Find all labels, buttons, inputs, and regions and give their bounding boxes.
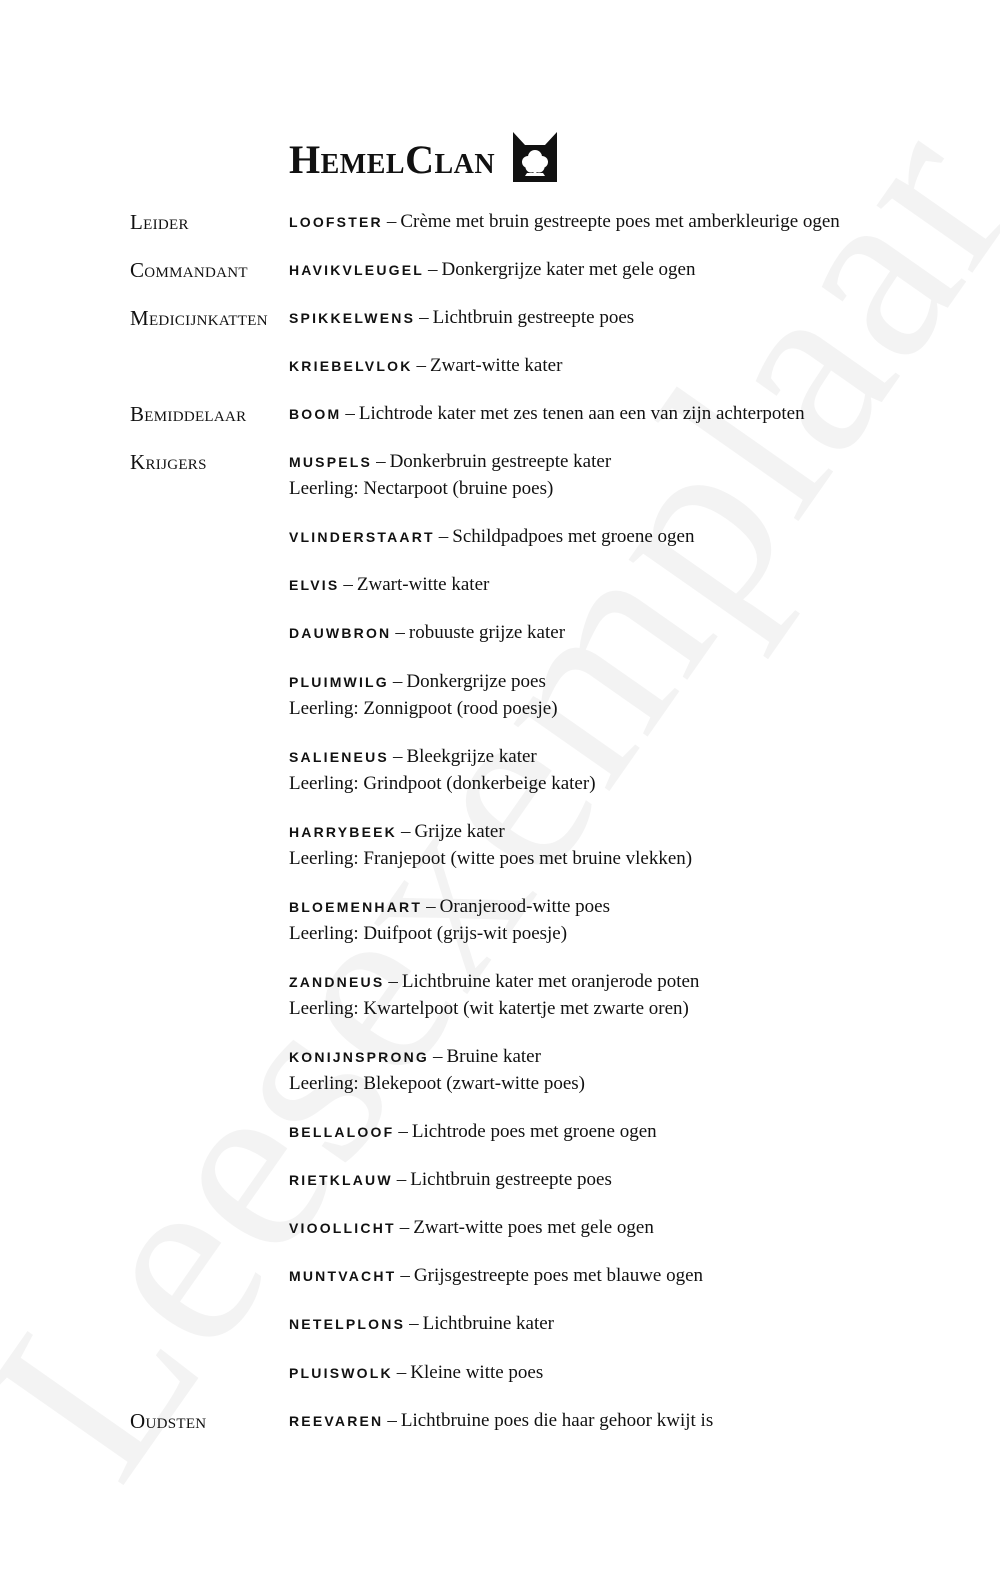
separator-dash: –	[416, 355, 426, 376]
cat-line	[289, 1168, 612, 1192]
separator-dash: –	[396, 1169, 407, 1190]
apprentice-line: Leerling: Nectarpoot (bruine poes)	[289, 478, 554, 499]
apprentice-line: Leerling: Franjepoot (witte poes met bruine vlekken)	[289, 848, 693, 869]
separator-dash: –	[438, 526, 449, 547]
separator-dash: –	[386, 211, 397, 232]
cat-line	[289, 670, 546, 694]
watermark	[0, 73, 1000, 1526]
cat-name: REEVAREN	[289, 1413, 384, 1429]
cat-name: PLUIMWILG	[289, 674, 389, 690]
cat-name: VLINDERSTAART	[289, 529, 435, 545]
page-header	[289, 132, 559, 180]
separator-dash: –	[432, 1046, 443, 1067]
cat-name: SPIKKELWENS	[289, 310, 416, 326]
cat-line	[289, 402, 805, 426]
rank-label: Krijgers	[130, 450, 207, 474]
cat-description: Grijsgestreepte poes met blauwe ogen	[413, 1265, 704, 1286]
separator-dash: –	[376, 451, 386, 472]
cat-line	[289, 1361, 543, 1385]
apprentice-line: Leerling: Blekepoot (zwart-witte poes)	[289, 1073, 585, 1094]
cat-description: Lichtrode poes met groene ogen	[411, 1121, 657, 1142]
cat-line	[289, 1216, 654, 1240]
cat-name: BLOEMENHART	[289, 899, 423, 915]
separator-dash: –	[345, 403, 355, 424]
rank-label: Bemiddelaar	[130, 402, 247, 426]
cat-name: NETELPLONS	[289, 1316, 406, 1332]
cat-line	[289, 525, 694, 549]
cat-name: RIETKLAUW	[289, 1172, 393, 1188]
separator-dash: –	[399, 1217, 410, 1238]
cat-description: Kleine witte poes	[410, 1362, 544, 1383]
cat-name: MUSPELS	[289, 454, 373, 470]
cat-description: Bleekgrijze kater	[406, 746, 537, 767]
cat-name: HAVIKVLEUGEL	[289, 262, 425, 278]
cat-line	[289, 895, 610, 919]
separator-dash: –	[343, 574, 353, 595]
separator-dash: –	[400, 821, 411, 842]
cat-description: Donkergrijze kater met gele ogen	[441, 259, 696, 280]
cat-line	[289, 1120, 657, 1144]
cat-name: HARRYBEEK	[289, 824, 397, 840]
cat-description: Bruine kater	[446, 1046, 541, 1067]
separator-dash: –	[395, 622, 405, 643]
apprentice-line: Leerling: Zonnigpoot (rood poesje)	[289, 698, 558, 719]
cat-line	[289, 354, 562, 378]
cat-line	[289, 1264, 703, 1288]
cat-head-icon	[511, 132, 559, 182]
separator-dash: –	[398, 1121, 408, 1142]
separator-dash: –	[387, 1410, 397, 1431]
cat-description: Donkergrijze poes	[406, 671, 546, 692]
cat-name: BOOM	[289, 406, 342, 422]
cat-line	[289, 745, 537, 769]
separator-dash: –	[400, 1265, 410, 1286]
cat-name: VIOOLLICHT	[289, 1220, 396, 1236]
rank-label: Oudsten	[130, 1409, 207, 1433]
cat-description: Grijze kater	[414, 821, 505, 842]
cat-description: Zwart-witte kater	[356, 574, 490, 595]
separator-dash: –	[426, 896, 436, 917]
cat-description: robuuste grijze kater	[408, 622, 566, 643]
cat-description: Zwart-witte poes met gele ogen	[413, 1217, 654, 1238]
cat-description: Lichtbruin gestreepte poes	[410, 1169, 612, 1190]
cat-description: Lichtbruine kater met oranjerode poten	[401, 971, 700, 992]
cat-name: SALIENEUS	[289, 749, 389, 765]
apprentice-line: Leerling: Kwartelpoot (wit katertje met zwarte oren)	[289, 998, 689, 1019]
cat-line	[289, 1312, 554, 1336]
cat-description: Lichtrode kater met zes tenen aan een van zijn achterpoten	[358, 403, 805, 424]
separator-dash: –	[428, 259, 438, 280]
cat-line	[289, 1045, 541, 1069]
separator-dash: –	[419, 307, 429, 328]
cat-name: PLUISWOLK	[289, 1365, 393, 1381]
separator-dash: –	[392, 746, 403, 767]
cat-line	[289, 1409, 713, 1433]
cat-line	[289, 450, 611, 474]
cat-description: Lichtbruine kater	[422, 1313, 554, 1334]
cat-line	[289, 306, 634, 330]
cat-description: Zwart-witte kater	[430, 355, 563, 376]
cat-name: DAUWBRON	[289, 625, 392, 641]
cat-description: Lichtbruine poes die haar gehoor kwijt is	[400, 1410, 714, 1431]
separator-dash: –	[409, 1313, 419, 1334]
cat-name: KRIEBELVLOK	[289, 358, 413, 374]
separator-dash: –	[392, 671, 403, 692]
cat-name: ZANDNEUS	[289, 974, 385, 990]
cat-name: KONIJNSPRONG	[289, 1049, 429, 1065]
page-title: HemelClan	[289, 137, 496, 182]
rank-label: Medicijnkatten	[130, 306, 268, 330]
cat-line	[289, 573, 489, 597]
cat-line	[289, 970, 699, 994]
cat-description: Schildpadpoes met groene ogen	[452, 526, 695, 547]
cat-description: Crème met bruin gestreepte poes met amberkleurige ogen	[400, 211, 840, 232]
rank-label: Leider	[130, 210, 189, 234]
cat-description: Donkerbruin gestreepte kater	[389, 451, 612, 472]
cat-name: LOOFSTER	[289, 214, 383, 230]
rank-label: Commandant	[130, 258, 248, 282]
separator-dash: –	[396, 1362, 407, 1383]
cat-line	[289, 210, 840, 234]
cat-line	[289, 621, 565, 645]
cat-name: MUNTVACHT	[289, 1268, 397, 1284]
apprentice-line: Leerling: Grindpoot (donkerbeige kater)	[289, 773, 596, 794]
cat-line	[289, 258, 695, 282]
cat-description: Lichtbruin gestreepte poes	[432, 307, 635, 328]
cat-name: ELVIS	[289, 577, 340, 593]
cat-description: Oranjerood-witte poes	[439, 896, 611, 917]
cat-name: BELLALOOF	[289, 1124, 395, 1140]
cat-line	[289, 820, 505, 844]
apprentice-line: Leerling: Duifpoot (grijs-wit poesje)	[289, 923, 568, 944]
separator-dash: –	[388, 971, 398, 992]
